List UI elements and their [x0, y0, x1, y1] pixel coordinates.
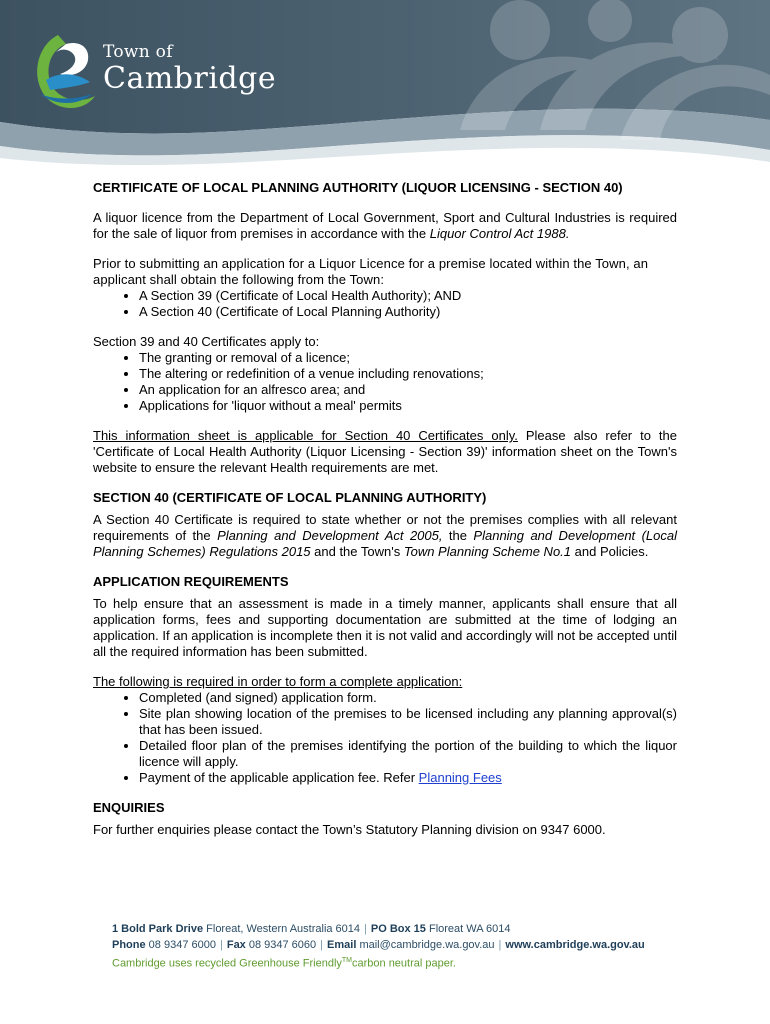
document-body: [93, 180, 677, 838]
footer-phone-label: Phone: [112, 939, 146, 951]
list-item: • Site plan showing location of the premises to be licensed including any planning approval(s) that has been issued.: [139, 706, 677, 738]
section40-act: Planning and Development Act 2005,: [217, 528, 443, 543]
section40-regulations: Planning and Development (Local Planning Schemes) Regulations 2015: [93, 528, 677, 559]
footer-website[interactable]: www.cambridge.wa.gov.au: [505, 939, 645, 951]
section40-paragraph: [93, 512, 677, 560]
footer-email-label: Email: [327, 939, 357, 951]
footer-separator: |: [320, 939, 324, 951]
enquiries-heading: ENQUIRIES: [93, 800, 165, 815]
section40-heading: SECTION 40 (CERTIFICATE OF LOCAL PLANNING AUTHORITY): [93, 490, 487, 505]
footer-po: Floreat WA 6014: [425, 923, 511, 935]
footer-fax-label: Fax: [226, 939, 246, 951]
page-header: [0, 0, 770, 170]
requirements-list: [93, 690, 677, 786]
requirements-list-intro: The following is required in order to form a complete application:: [93, 674, 463, 689]
prior-section: [93, 256, 677, 320]
list-item: • Completed (and signed) application form.: [139, 690, 677, 706]
footer-fax: 08 9347 6060: [245, 939, 317, 951]
info-rest: Please also refer to the 'Certificate of Local Health Authority (Liquor Licensing - Section 39)' information sheet on the Town's website to ensure the relevant Health requirements are met.: [93, 428, 677, 475]
intro-act: Liquor Control Act 1988.: [429, 226, 570, 241]
section40-scheme: Town Planning Scheme No.1: [403, 544, 572, 559]
intro-text: A liquor licence from the Department of Local Government, Sport and Cultural Industries is required for the sale of liquor from premises in accordance with the: [93, 210, 677, 241]
fee-text: Payment of the applicable application fee. Refer: [139, 770, 419, 785]
footer-tm: TM: [341, 957, 352, 964]
footer-separator: |: [498, 939, 502, 951]
info-paragraph: [93, 428, 677, 476]
section40-text: and Policies.: [571, 544, 649, 559]
section40-text: A Section 40 Certificate is required to state whether or not the premises complies with all relevant requirements of the: [93, 512, 677, 543]
footer-separator: |: [219, 939, 223, 951]
footer-phone: 08 9347 6000: [145, 939, 216, 951]
list-item: • A Section 40 (Certificate of Local Planning Authority): [139, 304, 677, 320]
town-logo-text: [103, 42, 276, 96]
apply-text: Section 39 and 40 Certificates apply to:: [93, 334, 320, 349]
requirements-list-section: [93, 674, 677, 786]
logo-town-of: Town of: [103, 42, 173, 62]
apply-list: [93, 350, 677, 414]
planning-fees-link[interactable]: Planning Fees: [418, 770, 502, 785]
prior-text: Prior to submitting an application for a Liquor Licence for a premise located within the Town, an applicant shall obtain the following from the Town:: [93, 256, 649, 287]
prior-list: [93, 288, 677, 320]
section40-text: the: [442, 528, 474, 543]
intro-paragraph: [93, 210, 677, 242]
requirements-heading: APPLICATION REQUIREMENTS: [93, 574, 289, 589]
page-footer: [112, 921, 672, 972]
footer-separator: |: [364, 923, 367, 935]
apply-section: [93, 334, 677, 414]
section40-text: and the Town's: [310, 544, 404, 559]
list-item: • The granting or removal of a licence;: [139, 350, 677, 366]
enquiries-text: For further enquiries please contact the Town’s Statutory Planning division on 9347 6000.: [93, 822, 606, 837]
footer-recycled-text: Cambridge uses recycled Greenhouse Friendly: [112, 957, 342, 970]
footer-recycled-text-end: carbon neutral paper.: [352, 957, 456, 970]
footer-address: Floreat, Western Australia 6014: [203, 923, 361, 935]
list-item: [139, 770, 677, 786]
footer-recycled-line: [112, 953, 672, 972]
requirements-paragraph: To help ensure that an assessment is made in a timely manner, applicants shall ensure that all application forms, fees and supporting documentation are submitted at the time of lodging an application. If an application is incomplete then it is not valid and accordingly will not be accepted until all the required information has been submitted.: [93, 596, 677, 659]
footer-address-bold: 1 Bold Park Drive: [112, 923, 204, 935]
footer-address-line: [112, 921, 672, 937]
list-item: • Detailed floor plan of the premises identifying the portion of the building to which the liquor licence will apply.: [139, 738, 677, 770]
list-item: • An application for an alfresco area; and: [139, 382, 677, 398]
footer-po-bold: PO Box 15: [370, 923, 426, 935]
list-item: • A Section 39 (Certificate of Local Health Authority); AND: [139, 288, 677, 304]
footer-contact-line: [112, 937, 672, 953]
info-underlined: This information sheet is applicable for Section 40 Certificates only.: [93, 428, 518, 443]
document-title: CERTIFICATE OF LOCAL PLANNING AUTHORITY (LIQUOR LICENSING - SECTION 40): [93, 180, 623, 195]
list-item: • Applications for 'liquor without a meal' permits: [139, 398, 677, 414]
logo-cambridge: Cambridge: [103, 61, 277, 96]
list-item: • The altering or redefinition of a venue including renovations;: [139, 366, 677, 382]
footer-email[interactable]: mail@cambridge.wa.gov.au: [356, 939, 495, 951]
